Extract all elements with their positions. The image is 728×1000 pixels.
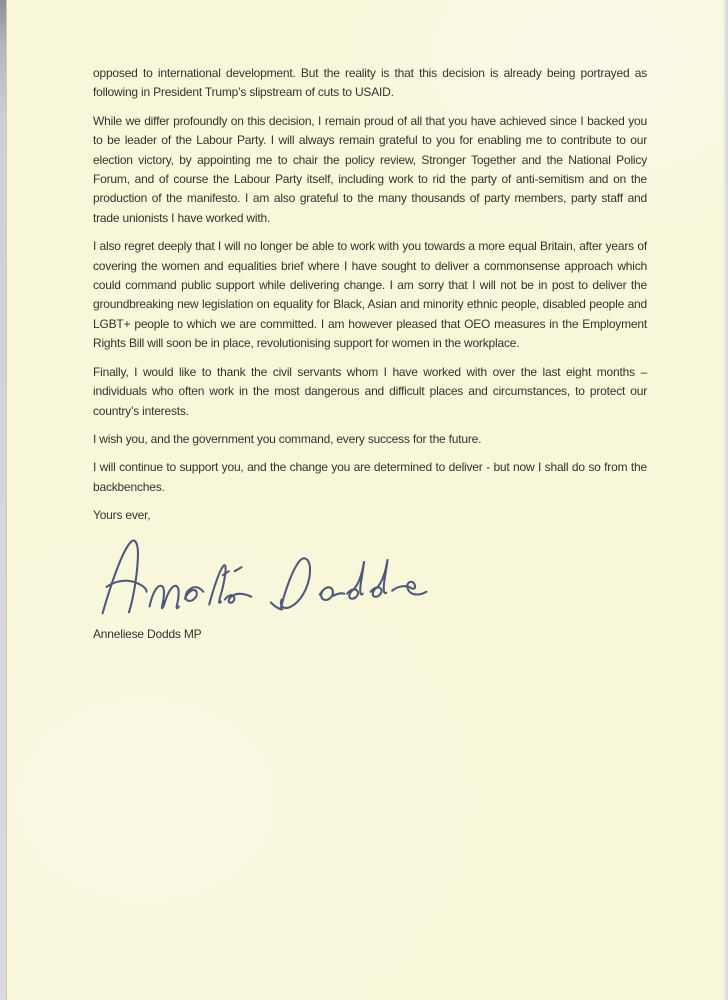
letter-paragraph: I also regret deeply that I will no longer be able to work with you towards a more equal Britain, after years of covering the women and equalities brief where I have sought to deliver a commonsense approach which could command public support while delivering change. I am sorry that I will not be in post to deliver the groundbreaking new legislation on equality for Black, Asian and minority ethnic people, disabled people and LGBT+ people to which we are committed. I am however pleased that OEO measures in the Employment Rights Bill will soon be in place, revolutionising support for women in the workplace. (93, 239, 647, 351)
letter-paragraph: Finally, I would like to thank the civil servants whom I have worked with over the last eight months – individuals who often work in the most dangerous and difficult places and circumstances, to protect our country’s interests. (93, 364, 647, 418)
signature-printed-name: Anneliese Dodds MP (93, 626, 202, 641)
letter-body (93, 64, 647, 653)
letter-paragraph: I will continue to support you, and the change you are determined to deliver - but now I shall do so from the backbenches. (93, 460, 647, 494)
scan-edge-left (0, 0, 6, 1000)
scan-edge-right (723, 0, 728, 1000)
letter-paragraph: While we differ profoundly on this decision, I remain proud of all that you have achieved since I backed you to be leader of the Labour Party. I will always remain grateful to you for enabling me to contribute to our election victory, by appointing me to chair the policy review, Stronger Together and the National Policy Forum, and of course the Labour Party itself, including work to rid the party of anti-semitism and on the production of the manifesto. I am also grateful to the many thousands of party members, party staff and trade unionists I have worked with. (93, 113, 647, 225)
handwritten-signature-icon (91, 535, 647, 625)
letter-paragraph: I wish you, and the government you command, every success for the future. (93, 431, 482, 446)
letter-paragraph: opposed to international development. But the reality is that this decision is already being portrayed as following in President Trump’s slipstream of cuts to USAID. (93, 66, 647, 100)
letter-closing: Yours ever, (93, 508, 151, 523)
